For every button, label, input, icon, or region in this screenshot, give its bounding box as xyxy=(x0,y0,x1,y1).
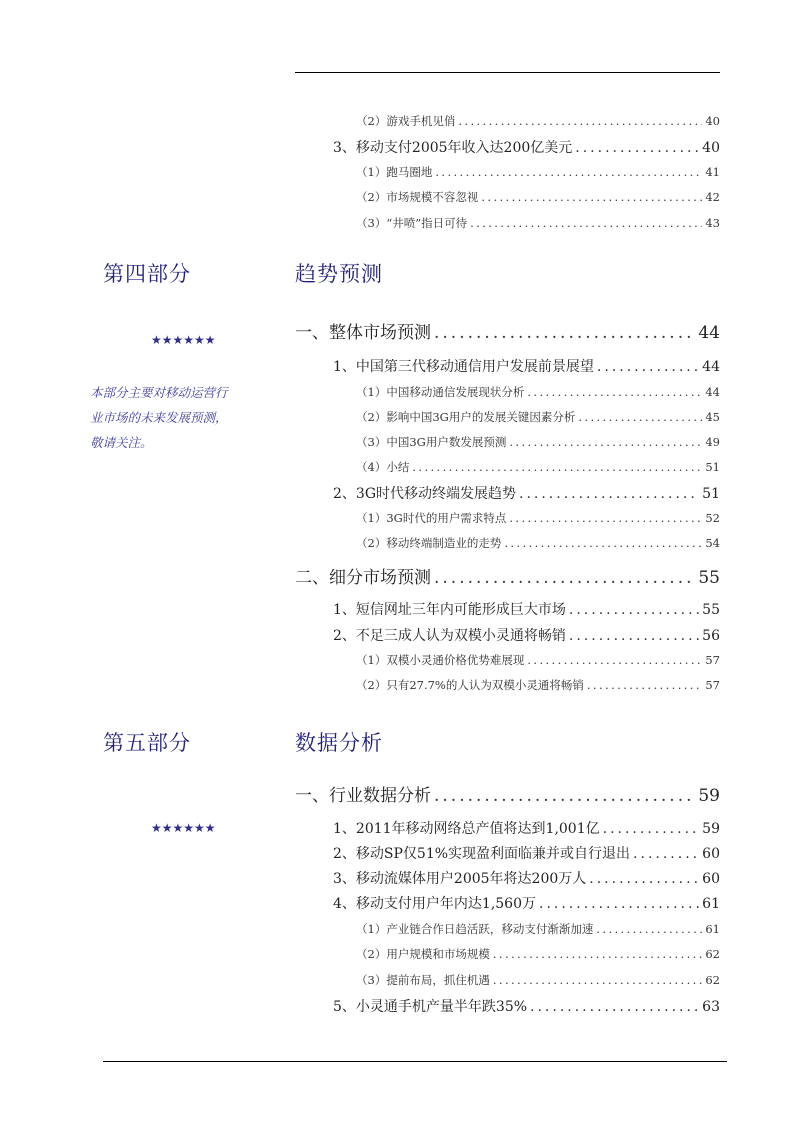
toc-entry-page: 40 xyxy=(702,140,720,156)
toc-entry-label: 2、移动SP仅51%实现盈利面临兼并或自行退出 xyxy=(333,846,631,862)
toc-entry[interactable] xyxy=(356,409,720,425)
footer-rule xyxy=(103,1061,727,1062)
toc-entry[interactable] xyxy=(356,921,720,937)
toc-entry[interactable] xyxy=(356,189,720,205)
description-line: 本部分主要对移动运营行 xyxy=(90,385,228,400)
toc-entry-page: 60 xyxy=(702,871,720,887)
toc-entry[interactable] xyxy=(356,677,720,693)
toc-entry-label: 二、细分市场预测 xyxy=(295,568,431,588)
dot-leader xyxy=(504,536,702,550)
dot-leader xyxy=(435,165,702,179)
dot-leader xyxy=(527,385,702,399)
toc-entry[interactable] xyxy=(333,893,720,913)
toc-entry-page: 61 xyxy=(702,896,720,912)
toc-entry[interactable] xyxy=(333,818,720,838)
toc-entry-page: 44 xyxy=(705,385,720,399)
dot-leader xyxy=(589,871,699,887)
dot-leader xyxy=(481,190,702,204)
dot-leader xyxy=(575,140,699,156)
toc-entry[interactable] xyxy=(356,652,720,668)
toc-entry[interactable] xyxy=(356,384,720,400)
toc-entry-page: 42 xyxy=(705,190,720,204)
dot-leader xyxy=(434,323,695,343)
toc-entry-label: （3）“井喷”指日可待 xyxy=(356,216,468,230)
toc-entry-page: 44 xyxy=(698,323,720,343)
toc-entry-label: （3）提前布局，抓住机遇 xyxy=(356,973,490,987)
dot-leader xyxy=(509,435,702,449)
part-description xyxy=(90,380,270,455)
dot-leader xyxy=(434,786,695,806)
toc-entry[interactable] xyxy=(333,996,720,1016)
toc-entry-label: 5、小灵通手机产量半年跌35% xyxy=(333,999,528,1015)
toc-entry-label: （2）市场规模不容忽视 xyxy=(356,190,479,204)
section-title: 趋势预测 xyxy=(295,262,383,286)
dot-leader xyxy=(587,678,703,692)
toc-entry-page: 43 xyxy=(705,216,720,230)
toc-entry-label: 1、中国第三代移动通信用户发展前景展望 xyxy=(333,359,594,375)
toc-entry[interactable] xyxy=(295,781,720,806)
toc-entry-label: （2）用户规模和市场规模 xyxy=(356,947,490,961)
description-line: 敬请关注。 xyxy=(90,435,153,450)
part-label: 第四部分 xyxy=(103,262,191,286)
toc-entry[interactable] xyxy=(356,434,720,450)
dot-leader xyxy=(434,568,695,588)
toc-entry-label: （2）影响中国3G用户的发展关键因素分析 xyxy=(356,410,576,424)
toc-entry-page: 44 xyxy=(702,359,720,375)
toc-entry-label: 一、整体市场预测 xyxy=(295,323,431,343)
toc-entry-page: 57 xyxy=(705,678,720,692)
toc-entry[interactable] xyxy=(356,215,720,231)
dot-leader xyxy=(527,653,702,667)
toc-entry-label: （1）跑马圈地 xyxy=(356,165,433,179)
toc-entry-label: 2、3G时代移动终端发展趋势 xyxy=(333,486,516,502)
part-label: 第五部分 xyxy=(103,731,191,755)
dot-leader xyxy=(597,359,699,375)
toc-entry-page: 41 xyxy=(705,165,720,179)
toc-entry[interactable] xyxy=(333,599,720,619)
star-rating-icon: ★★★★★★ xyxy=(151,821,216,835)
dot-leader xyxy=(539,896,699,912)
toc-entry[interactable] xyxy=(356,459,720,475)
toc-entry[interactable] xyxy=(356,113,720,129)
toc-entry-page: 63 xyxy=(702,999,720,1015)
toc-entry[interactable] xyxy=(295,563,720,588)
toc-entry-page: 51 xyxy=(702,486,720,502)
toc-entry-page: 62 xyxy=(705,947,720,961)
toc-entry-page: 49 xyxy=(705,435,720,449)
dot-leader xyxy=(578,410,702,424)
toc-entry-label: （1）3G时代的用户需求特点 xyxy=(356,511,507,525)
toc-entry-page: 59 xyxy=(698,786,720,806)
dot-leader xyxy=(412,460,702,474)
dot-leader xyxy=(569,602,699,618)
dot-leader xyxy=(633,846,699,862)
toc-entry-page: 55 xyxy=(698,568,720,588)
section-title: 数据分析 xyxy=(295,731,383,755)
toc-entry-label: （3）中国3G用户数发展预测 xyxy=(356,435,507,449)
toc-entry[interactable] xyxy=(333,868,720,888)
toc-entry-label: （2）移动终端制造业的走势 xyxy=(356,536,502,550)
toc-entry-label: 4、移动支付用户年内达1,560万 xyxy=(333,896,536,912)
toc-entry-page: 61 xyxy=(705,922,720,936)
toc-entry-page: 55 xyxy=(702,602,720,618)
toc-entry[interactable] xyxy=(356,972,720,988)
toc-entry[interactable] xyxy=(333,137,720,157)
toc-entry-page: 54 xyxy=(705,536,720,550)
toc-entry-page: 62 xyxy=(705,973,720,987)
dot-leader xyxy=(519,486,699,502)
toc-entry-label: 3、移动支付2005年收入达200亿美元 xyxy=(333,140,573,156)
toc-entry-label: （1）双模小灵通价格优势难展现 xyxy=(356,653,525,667)
dot-leader xyxy=(509,511,702,525)
toc-entry-label: 1、2011年移动网络总产值将达到1,001亿 xyxy=(333,821,600,837)
toc-entry[interactable] xyxy=(333,625,720,645)
toc-entry[interactable] xyxy=(356,946,720,962)
toc-entry[interactable] xyxy=(356,164,720,180)
dot-leader xyxy=(493,973,703,987)
toc-entry-label: 2、不足三成人认为双模小灵通将畅销 xyxy=(333,628,566,644)
toc-entry-page: 57 xyxy=(705,653,720,667)
toc-entry-label: 1、短信网址三年内可能形成巨大市场 xyxy=(333,602,566,618)
dot-leader xyxy=(530,999,699,1015)
toc-entry[interactable] xyxy=(356,535,720,551)
toc-entry[interactable] xyxy=(333,356,720,376)
toc-entry-page: 52 xyxy=(705,511,720,525)
dot-leader xyxy=(493,947,703,961)
toc-entry-page: 59 xyxy=(702,821,720,837)
dot-leader xyxy=(569,628,699,644)
dot-leader xyxy=(470,216,702,230)
toc-entry-label: （1）中国移动通信发展现状分析 xyxy=(356,385,525,399)
toc-entry[interactable] xyxy=(333,843,720,863)
toc-entry-page: 51 xyxy=(705,460,720,474)
dot-leader xyxy=(603,821,700,837)
toc-entry-page: 56 xyxy=(702,628,720,644)
header-rule xyxy=(295,72,720,73)
toc-entry-page: 45 xyxy=(705,410,720,424)
toc-entry-page: 40 xyxy=(705,114,720,128)
dot-leader xyxy=(596,922,702,936)
toc-entry-label: （1）产业链合作日趋活跃，移动支付渐渐加速 xyxy=(356,922,594,936)
toc-entry-label: （4）小结 xyxy=(356,460,410,474)
toc-entry-label: 一、行业数据分析 xyxy=(295,786,431,806)
toc-entry-label: 3、移动流媒体用户2005年将达200万人 xyxy=(333,871,587,887)
toc-entry[interactable] xyxy=(356,510,720,526)
dot-leader xyxy=(458,114,702,128)
star-rating-icon: ★★★★★★ xyxy=(151,333,216,347)
toc-entry[interactable] xyxy=(333,483,720,503)
toc-entry-label: （2）只有27.7%的人认为双模小灵通将畅销 xyxy=(356,678,584,692)
toc-entry-page: 60 xyxy=(702,846,720,862)
description-line: 业市场的未来发展预测， xyxy=(90,410,228,425)
toc-entry-label: （2）游戏手机见俏 xyxy=(356,114,456,128)
toc-entry[interactable] xyxy=(295,318,720,343)
